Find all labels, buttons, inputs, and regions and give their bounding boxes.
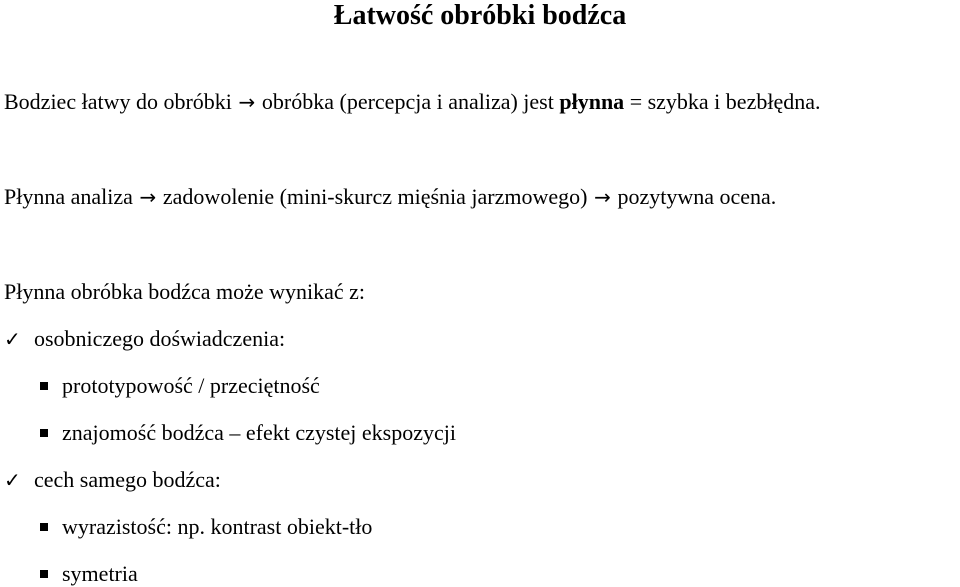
paragraph-fluent-analysis	[4, 184, 776, 210]
square-bullet-icon	[40, 429, 48, 437]
para2-text-1: Płynna analiza	[4, 184, 133, 209]
paragraph-sources	[4, 279, 365, 305]
list-subitem	[38, 373, 320, 399]
arrow-right-icon: →	[238, 90, 256, 114]
square-bullet-icon	[40, 382, 48, 390]
list-subitem	[38, 514, 372, 540]
list-subitem	[38, 420, 456, 446]
list-item	[4, 467, 221, 493]
para1-text-2: obróbka (percepcja i analiza) jest	[261, 89, 554, 114]
paragraph-processing-fluency	[4, 89, 820, 115]
list-subitem-2-2-label: symetria	[62, 561, 138, 586]
para1-bold: płynna	[559, 89, 625, 114]
square-bullet-icon	[40, 570, 48, 578]
list-subitem	[38, 561, 138, 587]
arrow-right-icon: →	[139, 185, 157, 209]
para3-text: Płynna obróbka bodźca może wynikać z:	[4, 279, 366, 304]
list-subitem-2-1-label: wyrazistość: np. kontrast obiekt-tło	[62, 514, 373, 539]
list-item-2-label: cech samego bodźca:	[34, 467, 221, 492]
arrow-right-icon: →	[594, 185, 611, 209]
list-item	[4, 326, 285, 352]
para2-text-3: pozytywna ocena.	[617, 184, 777, 209]
para1-text-3: = szybka i bezbłędna.	[629, 89, 821, 114]
list-subitem-1-1-label: prototypowość / przeciętność	[62, 373, 320, 398]
square-bullet-icon	[40, 523, 48, 531]
para1-text-1: Bodziec łatwy do obróbki	[4, 89, 232, 114]
list-subitem-1-2-label: znajomość bodźca – efekt czystej ekspozycji	[62, 420, 457, 445]
checkmark-icon: ✓	[4, 468, 21, 492]
para2-text-2: zadowolenie (mini-skurcz mięśnia jarzmowego)	[162, 184, 588, 209]
list-item-1-label: osobniczego doświadczenia:	[34, 326, 286, 351]
checkmark-icon: ✓	[4, 327, 21, 351]
page-title: Łatwość obróbki bodźca	[333, 0, 627, 31]
